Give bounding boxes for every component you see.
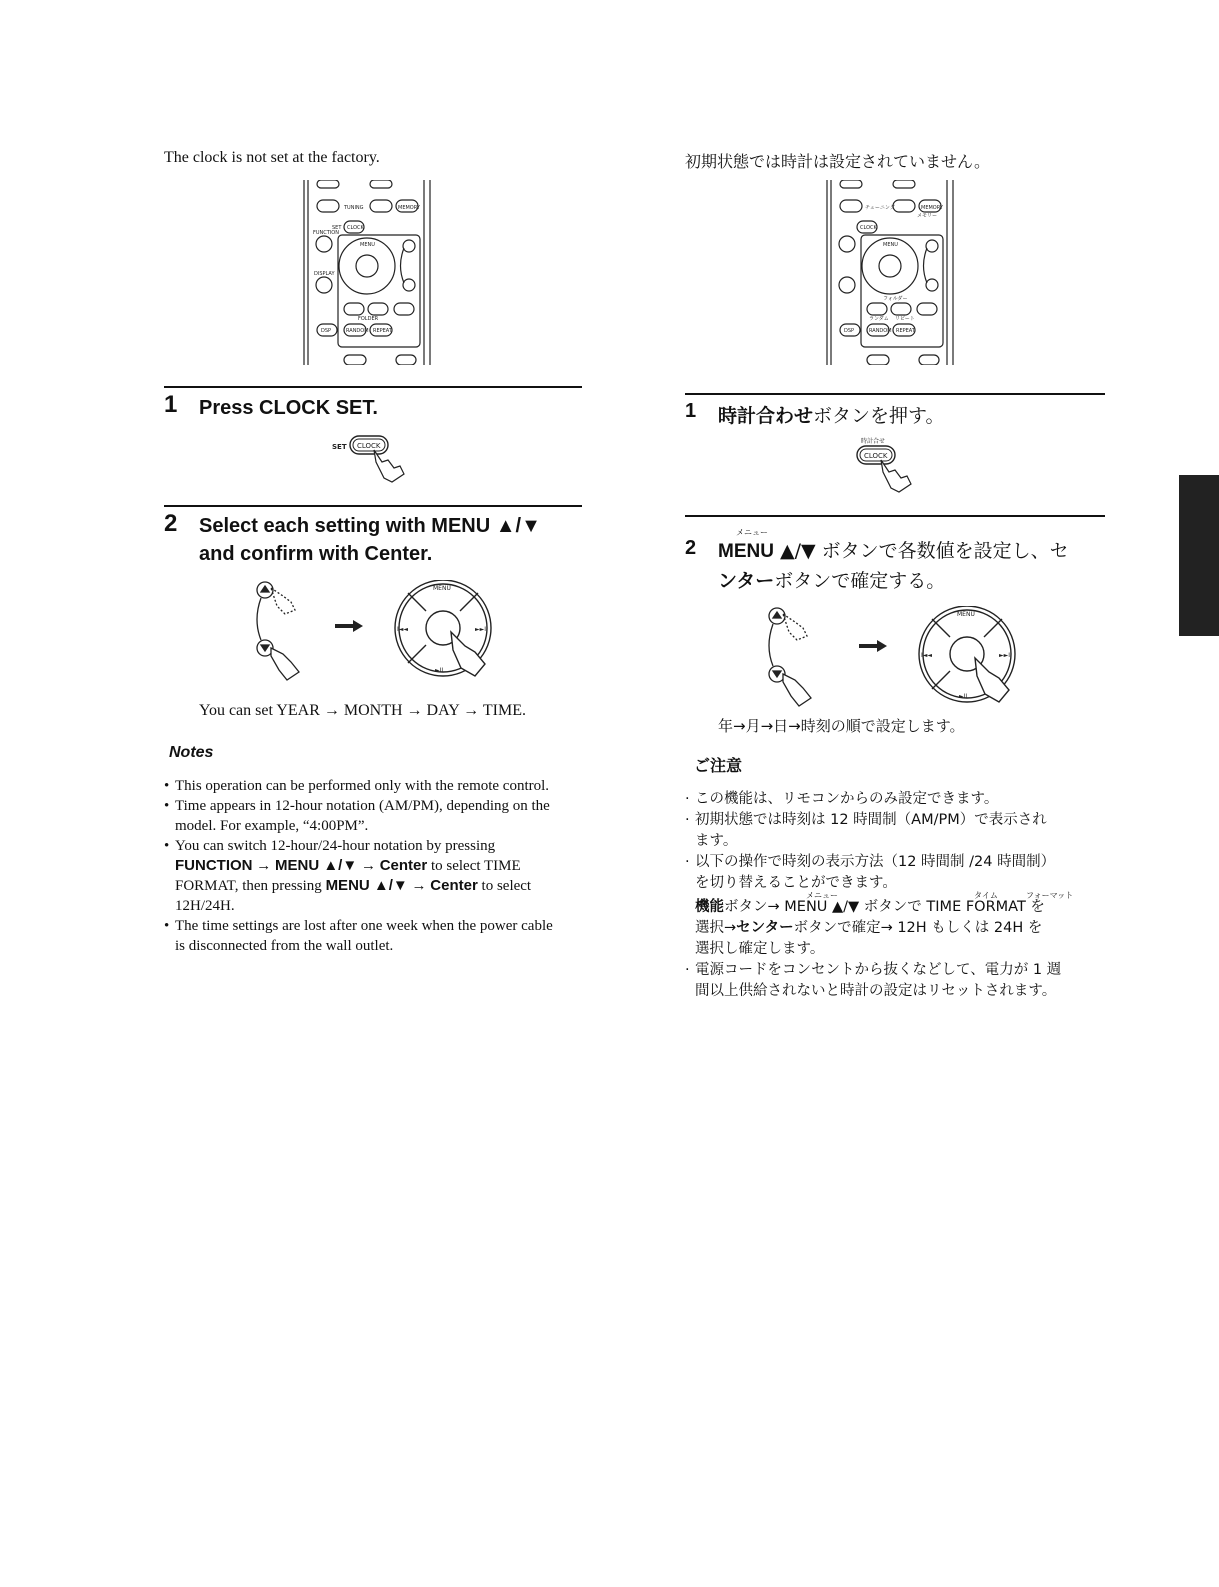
jp-remote-menu-label: MENU [883,242,898,248]
sequence-text: You can set YEAR → MONTH → DAY → TIME. [199,702,526,719]
jp-menu-label: MENU [957,611,975,618]
remote-random-label: RANDOM [346,328,369,334]
jp-play-pause-label: ►II [959,693,968,700]
jp-remote-memory-label: MEMORY [921,205,943,211]
jp-notes-list [685,789,1125,894]
jp-remote-random-label: RANDOM [869,328,892,334]
jp-prev-label: I◄◄ [921,652,932,659]
jp-intro-text: 初期状態では時計は設定されていません。 [685,152,990,171]
step2-text-line1: Select each setting with MENU ▲/▼ [199,515,541,537]
jp-remote-repeat-label: REPEAT [896,328,915,334]
jp-step1-text: 時計合わせボタンを押す。 [718,405,945,427]
menu-illustration [255,580,525,685]
step2-text-line2: and confirm with Center. [199,543,433,565]
jp-step1-rule [685,393,1105,395]
jp-clock-label: CLOCK [864,452,888,460]
jp-remote-folder-label: フォルダー [883,296,908,302]
jp-note-ruby-menu: メニュー [806,891,838,900]
jp-menu-illustration [767,606,1037,711]
arrow-right-icon [335,620,363,632]
next-label: ►►I [475,626,486,633]
note-item: • This operation can be performed only with the remote control. [164,776,594,796]
remote-tuning-label: TUNING [344,205,364,211]
step1-text: Press CLOCK SET. [199,397,378,419]
play-pause-label: ►II [435,667,444,674]
jp-arrow-right-icon [859,640,887,652]
jp-note-item: · 電源コードをコンセントから抜くなどして、電力が 1 週 間以上供給されないと時計の設定はリセットされます。 [685,960,1125,1002]
note-item: • The time settings are lost after one week when the power cable is disconnected from the wall outlet. [164,916,594,956]
hand-icon [374,450,404,482]
remote-repeat-label: REPEAT [373,328,392,334]
step1-rule [164,386,582,388]
jp-note-operation: 機能ボタン→ MENU ▲/▼ ボタンで TIME FORMAT を 選択→センターボタンで確定→ 12H もしくは 24H を 選択し確定します。 [695,899,1045,957]
jp-note-ruby-format: フォーマット [1026,891,1074,900]
jp-note-item: · 以下の操作で時刻の表示方法（12 時間制 /24 時間制） を切り替えることができます。 [685,852,1125,894]
jp-remote-illustration [825,180,957,365]
jp-notes-title: ご注意 [694,756,743,775]
prev-label: I◄◄ [397,626,408,633]
jp-step2-text-line1: MENU ▲/▼ ボタンで各数値を設定し、セ [718,540,1069,562]
remote-illustration [302,180,434,365]
jp-step2-number: 2 [685,537,697,559]
remote-dsp-label: DSP [321,328,332,334]
section-tab [1179,475,1219,636]
jp-step1-number: 1 [685,400,697,422]
notes-title: Notes [169,744,214,761]
jp-step2-text-line2: ンターボタンで確定する。 [718,570,946,592]
menu-label: MENU [433,585,451,592]
remote-menu-label: MENU [360,242,375,248]
jp-remote-clock-label: CLOCK [860,225,877,231]
step2-number: 2 [164,510,178,537]
step1-number: 1 [164,391,178,418]
remote-function-label: FUNCTION [313,230,339,236]
jp-remote-memory-jp-label: メモリー [917,213,938,219]
jp-note-ruby-time: タイム [974,891,998,900]
notes-list [164,776,594,956]
jp-clock-button-illustration [855,436,925,494]
jp-step2-rule [685,515,1105,517]
jp-step2-ruby-menu: メニュー [736,528,768,537]
note-item: • You can switch 12-hour/24-hour notation by pressing FUNCTION → MENU ▲/▼ → Center to select TIME FORMAT, then pressing MENU ▲/▼ → Center to select 12H/24H. [164,836,594,916]
remote-folder-label: FOLDER [358,316,379,322]
jp-note-item: · 初期状態では時刻は 12 時間制（AM/PM）で表示され ます。 [685,810,1125,852]
remote-set-label: SET [332,225,342,231]
jp-remote-random-jp-label: ランダム [869,316,889,322]
jp-clock-set-label: 時計合せ [861,438,886,445]
jp-remote-tuning-label: チューニング [865,205,895,211]
jp-notes-list-2 [685,960,1125,1002]
remote-display-label: DISPLAY [314,271,335,277]
remote-clock-label: CLOCK [347,225,364,231]
note-item: • Time appears in 12-hour notation (AM/PM), depending on the model. For example, “4:00PM”. [164,796,594,836]
intro-text: The clock is not set at the factory. [164,149,380,166]
jp-next-label: ►►I [999,652,1010,659]
step2-rule [164,505,582,507]
jp-note-item: · この機能は、リモコンからのみ設定できます。 [685,789,1125,810]
remote-memory-label: MEMORY [398,205,420,211]
clock-label: CLOCK [357,442,381,450]
jp-hand-icon [881,460,911,492]
jp-remote-dsp-label: DSP [844,328,855,334]
clock-button-illustration [330,432,412,484]
jp-sequence-text: 年→月→日→時刻の順で設定します。 [718,717,965,735]
set-label: SET [332,443,347,451]
jp-remote-repeat-jp-label: リピート [895,316,915,322]
